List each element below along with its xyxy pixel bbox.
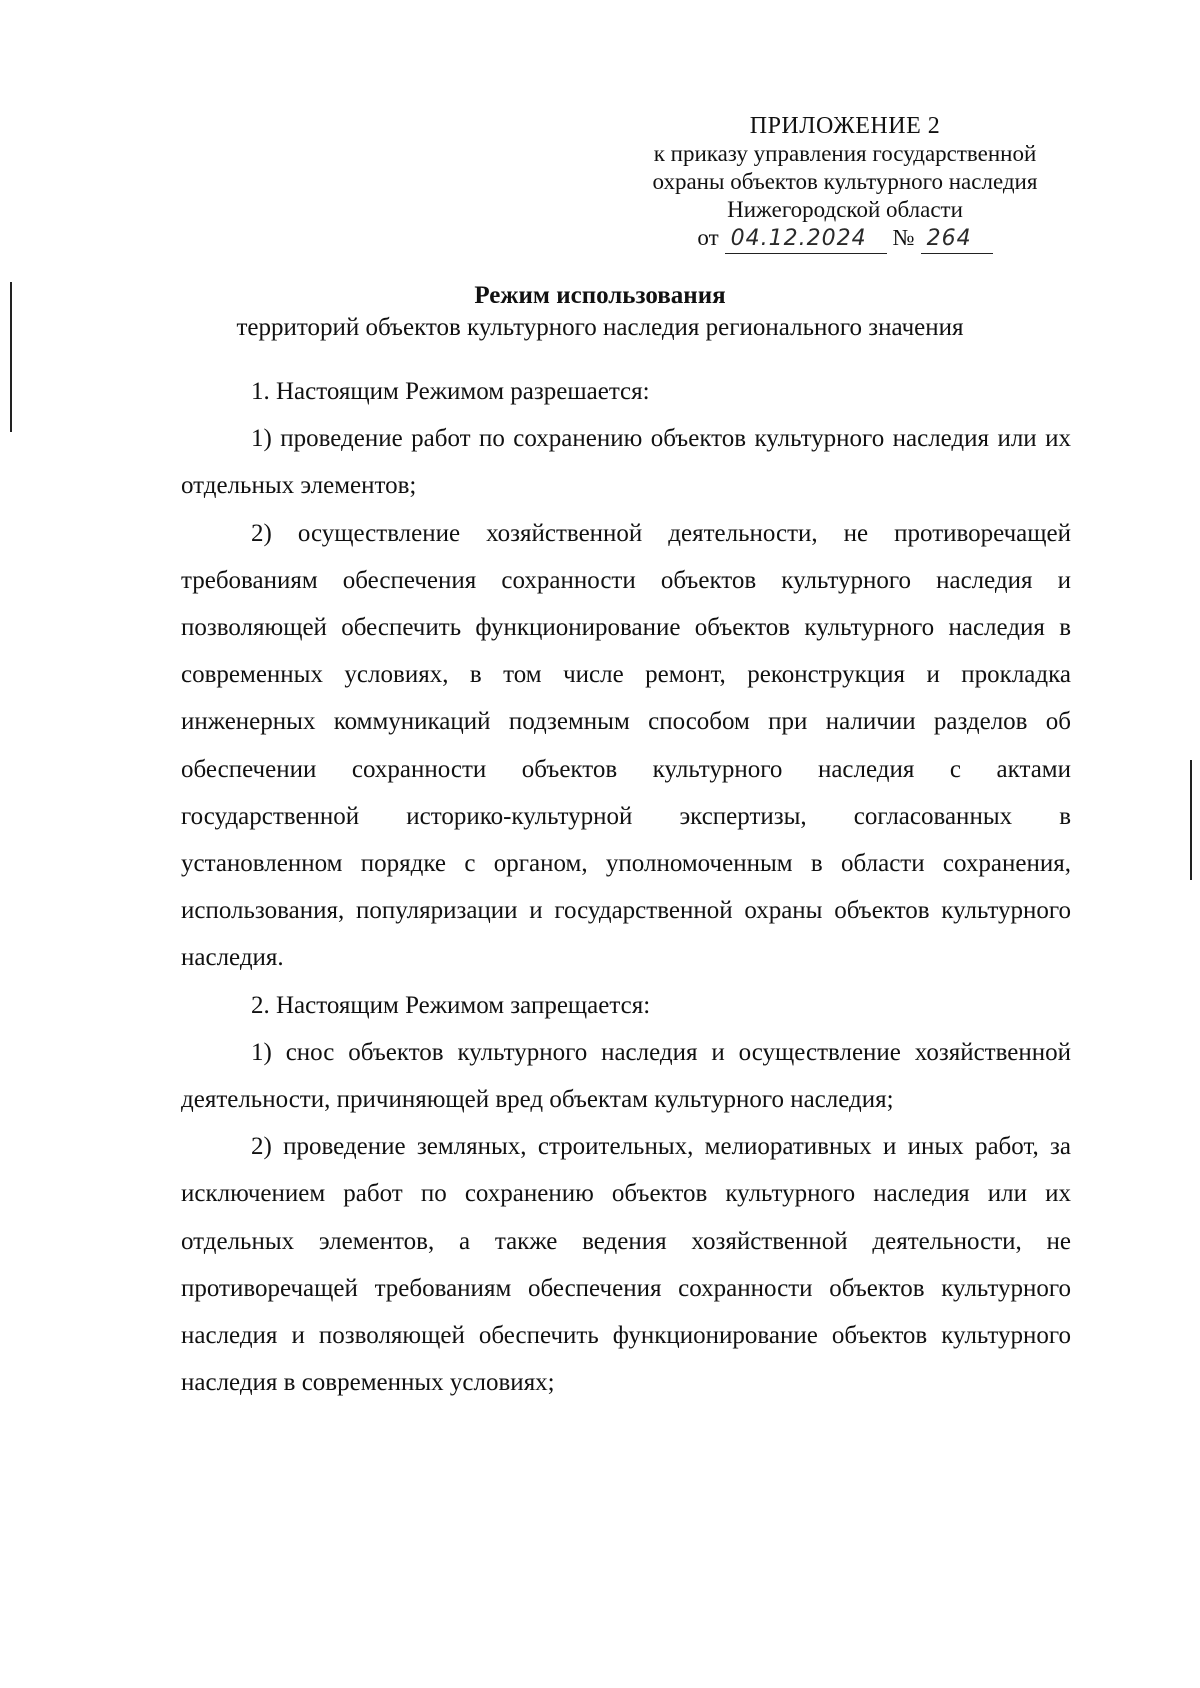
document-body: [181, 368, 1071, 1406]
header-line-1: к приказу управления государственной: [653, 141, 1037, 166]
handwritten-date: 04.12.2024: [725, 225, 887, 254]
section-2-item-2: 2) проведение земляных, строительных, мелиоративных и иных работ, за исключением работ по сохранению объектов культурного наследия или их отдельных элементов, а также ведения хозяйственной деятельности, не противоречащей требованиям обеспечения сохранности объектов культурного наследия и позволяющей обеспечить функционирование объектов культурного наследия в современных условиях;: [181, 1133, 1071, 1397]
section-2-item-1: 1) снос объектов культурного наследия и осуществление хозяйственной деятельности, причиняющей вред объектам культурного наследия;: [181, 1038, 1071, 1114]
number-prefix: №: [892, 225, 915, 250]
header-line-3: Нижегородской области: [727, 197, 963, 222]
date-prefix: от: [697, 225, 719, 250]
section-1-item-2: 2) осуществление хозяйственной деятельности, не противоречащей требованиям обеспечения сохранности объектов культурного наследия и позволяющей обеспечить функционирование объектов культурного наследия в современных условиях, в том числе ремонт, реконструкция и прокладка инженерных коммуникаций подземным способом при наличии разделов об обеспечении сохранности объектов культурного наследия с актами государственной историко-культурной экспертизы, согласованных в установленном порядке с органом, уполномоченным в области сохранения, использования, популяризации и государственной охраны объектов культурного наследия.: [181, 519, 1071, 972]
appendix-number: ПРИЛОЖЕНИЕ 2: [749, 113, 941, 139]
scan-edge-mark-right: [1190, 760, 1192, 880]
appendix-header: [610, 112, 1080, 254]
document-title: [0, 280, 1200, 344]
title-subtitle: территорий объектов культурного наследия регионального значения: [236, 314, 964, 341]
header-line-2: охраны объектов культурного наследия: [652, 169, 1038, 194]
section-1-item-1: 1) проведение работ по сохранению объектов культурного наследия или их отдельных элементов;: [181, 425, 1071, 500]
section-2-heading: 2. Настоящим Режимом запрещается:: [251, 991, 651, 1019]
order-date-number: [610, 224, 1080, 254]
title-main: Режим использования: [474, 282, 726, 309]
handwritten-number: 264: [921, 225, 993, 254]
section-1-heading: 1. Настоящим Режимом разрешается:: [251, 378, 650, 405]
